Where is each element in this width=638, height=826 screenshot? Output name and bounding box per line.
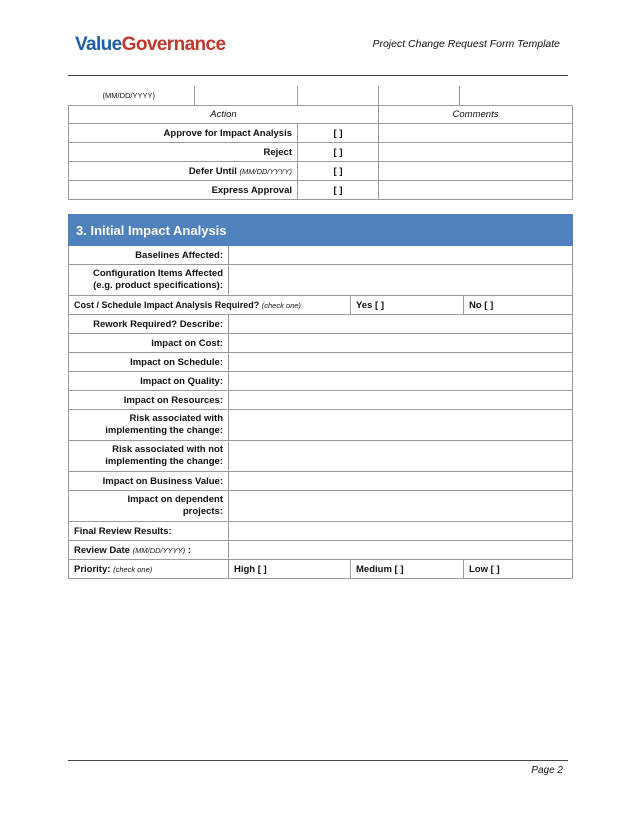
impact-business-field[interactable] (229, 472, 573, 491)
decision-row (69, 162, 573, 181)
section-header-row (69, 215, 573, 246)
impact-cost-label: Impact on Cost: (69, 334, 229, 353)
risk-implementing-field[interactable] (229, 410, 573, 441)
form-row (69, 246, 573, 265)
impact-dependent-label: Impact on dependent projects: (69, 491, 229, 522)
config-items-field[interactable] (229, 265, 573, 296)
checkbox[interactable]: [ ] (298, 124, 379, 143)
comment-field[interactable] (379, 143, 573, 162)
impact-cost-field[interactable] (229, 334, 573, 353)
priority-medium-checkbox[interactable]: Medium [ ] (351, 560, 464, 579)
form-row (69, 522, 573, 541)
date-format-label: (MM/DD/YYYY) (69, 86, 195, 106)
decision-label: Defer Until (MM/DD/YYYY) (69, 162, 298, 181)
risk-not-implementing-field[interactable] (229, 441, 573, 472)
checkbox[interactable]: [ ] (298, 162, 379, 181)
checkbox[interactable]: [ ] (298, 181, 379, 200)
impact-schedule-field[interactable] (229, 353, 573, 372)
form-row (69, 296, 573, 315)
config-items-label: Configuration Items Affected (e.g. product specifications): (69, 265, 229, 296)
final-review-field[interactable] (229, 522, 573, 541)
decision-row (69, 143, 573, 162)
form-row (69, 491, 573, 522)
impact-dependent-field[interactable] (229, 491, 573, 522)
priority-low-checkbox[interactable]: Low [ ] (464, 560, 573, 579)
form-row (69, 560, 573, 579)
impact-schedule-label: Impact on Schedule: (69, 353, 229, 372)
review-date-field[interactable] (229, 541, 573, 560)
no-checkbox[interactable]: No [ ] (464, 296, 573, 315)
page-number: Page 2 (531, 765, 563, 776)
baselines-label: Baselines Affected: (69, 246, 229, 265)
company-logo: ValueGovernance (75, 34, 226, 55)
comments-header: Comments (379, 106, 573, 124)
priority-high-checkbox[interactable]: High [ ] (229, 560, 351, 579)
form-row (69, 265, 573, 296)
date-field[interactable] (195, 86, 298, 106)
decision-label: Approve for Impact Analysis (69, 124, 298, 143)
review-date-label: Review Date (MM/DD/YYYY) : (69, 541, 229, 560)
comment-field[interactable] (379, 162, 573, 181)
decision-label: Express Approval (69, 181, 298, 200)
impact-resources-field[interactable] (229, 391, 573, 410)
form-row (69, 472, 573, 491)
decision-row (69, 181, 573, 200)
priority-label: Priority: (check one) (69, 560, 229, 579)
rework-field[interactable] (229, 315, 573, 334)
decision-table (68, 86, 573, 200)
form-row (69, 441, 573, 472)
section-title: 3. Initial Impact Analysis (69, 215, 573, 246)
decision-header-row (69, 106, 573, 124)
cost-schedule-label: Cost / Schedule Impact Analysis Required? (check one) (69, 296, 351, 315)
baselines-field[interactable] (229, 246, 573, 265)
form-row (69, 541, 573, 560)
form-row (69, 410, 573, 441)
comment-field[interactable] (379, 181, 573, 200)
impact-resources-label: Impact on Resources: (69, 391, 229, 410)
date-field-2[interactable] (298, 86, 379, 106)
form-row (69, 353, 573, 372)
action-header: Action (69, 106, 379, 124)
risk-implementing-label: Risk associated with implementing the change: (69, 410, 229, 441)
rework-label: Rework Required? Describe: (69, 315, 229, 334)
comment-field[interactable] (379, 124, 573, 143)
form-row (69, 391, 573, 410)
form-row (69, 334, 573, 353)
impact-quality-label: Impact on Quality: (69, 372, 229, 391)
decision-row (69, 124, 573, 143)
decision-label: Reject (69, 143, 298, 162)
date-format-row (69, 86, 573, 106)
document-title: Project Change Request Form Template (372, 38, 560, 50)
risk-not-implementing-label: Risk associated with not implementing the change: (69, 441, 229, 472)
impact-business-label: Impact on Business Value: (69, 472, 229, 491)
final-review-label: Final Review Results: (69, 522, 229, 541)
header-divider (68, 75, 568, 76)
impact-quality-field[interactable] (229, 372, 573, 391)
form-row (69, 315, 573, 334)
form-row (69, 372, 573, 391)
impact-analysis-table (68, 214, 573, 579)
yes-checkbox[interactable]: Yes [ ] (351, 296, 464, 315)
footer-divider (68, 760, 568, 761)
checkbox[interactable]: [ ] (298, 143, 379, 162)
